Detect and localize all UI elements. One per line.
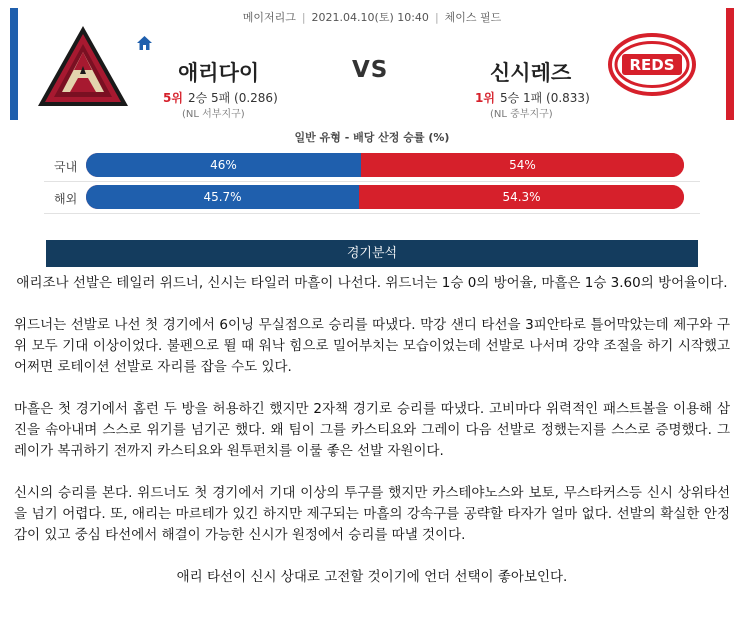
home-team-division: (NL 서부지구) [182, 109, 245, 120]
odds-row-overseas [0, 182, 744, 212]
away-win-pct: 54% [509, 158, 536, 172]
odds-row-divider [44, 213, 700, 214]
away-team-rank: 1위 [475, 91, 495, 105]
odds-bar [86, 153, 684, 177]
home-team-wl: 2승 5패 (0.286) [187, 91, 278, 105]
away-team-name[interactable]: 신시레즈 [490, 61, 572, 85]
analysis-paragraph: 애리 타선이 신시 상대로 고전할 것이기에 언더 선택이 좋아보인다. [176, 569, 568, 585]
home-win-pct: 46% [210, 158, 237, 172]
away-team-record [475, 89, 590, 106]
analysis-paragraph: 위드너는 선발로 나선 첫 경기에서 6이닝 무실점으로 승리를 따냈다. 막강 샌디 타선을 3피안타로 틀어막았는데 제구와 구위 모두 기대 이상이었다. 불펜으로 뛸 때 워낙 힘으로 밀어부치는 모습이었는데 선발로 나서며 강약 조절을 하기 시작했고 어쩌면 로테이션 선발로 자리를 잡을 수도 있다. [14, 317, 730, 375]
away-team-division: (NL 중부지구) [490, 109, 553, 120]
away-win-pct: 54.3% [502, 190, 541, 204]
league-label: 메이저리그 [242, 11, 296, 24]
reds-logo [608, 33, 696, 96]
match-datetime: 2021.04.10(토) 10:40 [311, 11, 429, 24]
analysis-paragraph: 신시의 승리를 본다. 위드너도 첫 경기에서 기대 이상의 투구를 했지만 카스테야노스와 보토, 무스타커스등 신시 상위타선을 넘기 어렵다. 또, 애리는 마르테가 있긴 하지만 제구되는 마흘의 강속구를 공략할 타자가 얼마 없다. 선발의 확실한 안정감이 있고 중심 타선에서 해결이 가능한 신시가 원정에서 승리를 따낼 것이다. [14, 485, 730, 543]
home-team-record [163, 89, 278, 106]
analysis-body [14, 273, 730, 609]
analysis-title: 경기분석 [46, 240, 698, 267]
odds-row-domestic [0, 150, 744, 180]
home-team-rank: 5위 [163, 91, 183, 105]
vs-label: VS [352, 57, 389, 83]
analysis-paragraph: 마흘은 첫 경기에서 홈런 두 방을 허용하긴 했지만 2자책 경기로 승리를 따냈다. 고비마다 위력적인 패스트볼을 이용해 삼진을 솎아내며 스스로 위기를 넘기곤 했다. 왜 팀이 그를 카스티요와 그레이 다음 선발로 정했는지를 스스로 증명했다. 그레이가 복귀하기 전까지 카스티요와 원투펀치를 이룰 좋은 선발 자원이다. [14, 401, 730, 459]
odds-row-label: 국내 [54, 160, 78, 174]
analysis-paragraph: 애리조나 선발은 테일러 위드너, 신시는 타일러 마흘이 나선다. 위드너는 1승 0의 방어율, 마흘은 1승 3.60의 방어율이다. [16, 275, 728, 291]
home-team-name[interactable]: 애리다이 [178, 61, 260, 85]
diamondbacks-logo [34, 22, 132, 110]
home-win-pct: 45.7% [203, 190, 242, 204]
venue-label: 체이스 필드 [444, 11, 502, 24]
odds-row-label: 해외 [54, 192, 78, 206]
away-team-wl: 5승 1패 (0.833) [499, 91, 590, 105]
reds-logo-text: REDS [629, 56, 675, 74]
match-meta: 메이저리그 | 2021.04.10(토) 10:40 | 체이스 필드 [242, 11, 502, 24]
odds-title: 일반 유형 - 배당 산정 승률 (%) [294, 131, 450, 144]
home-icon [137, 36, 152, 50]
odds-bar [86, 185, 684, 209]
